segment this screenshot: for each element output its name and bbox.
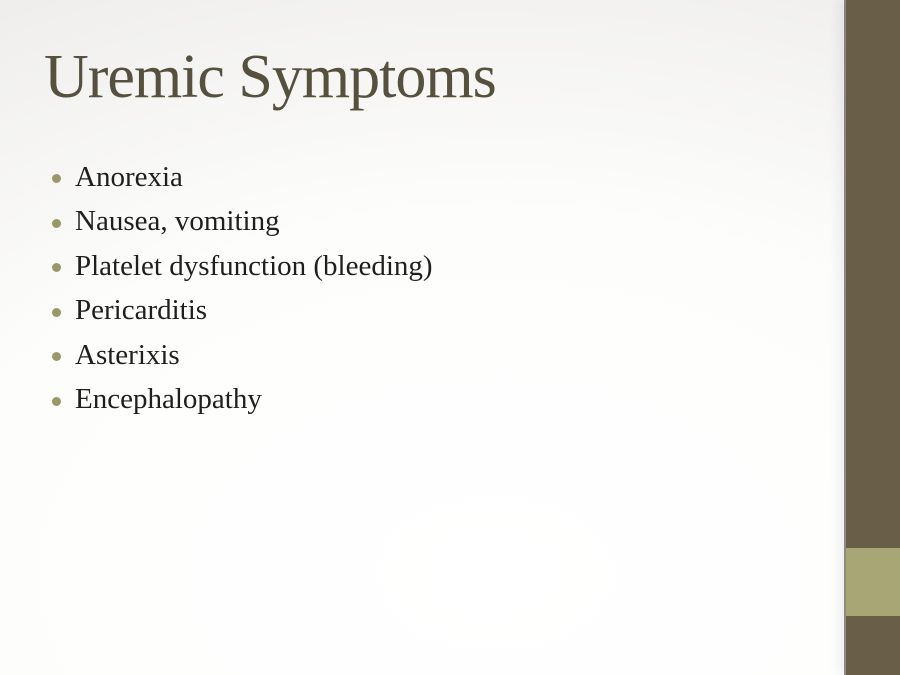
list-item bbox=[52, 289, 433, 334]
list-item bbox=[52, 155, 433, 200]
bullet-text: Asterixis bbox=[75, 338, 180, 371]
bullet-text: Platelet dysfunction (bleeding) bbox=[75, 249, 433, 282]
bullet-list bbox=[52, 155, 433, 422]
bullet-icon bbox=[52, 263, 61, 272]
bullet-text: Encephalopathy bbox=[75, 383, 262, 416]
bullet-icon bbox=[52, 219, 61, 228]
bullet-icon bbox=[52, 174, 61, 183]
slide-title: Uremic Symptoms bbox=[44, 43, 496, 111]
sidebar-decoration bbox=[846, 0, 900, 675]
list-item bbox=[52, 378, 433, 423]
bullet-icon bbox=[52, 352, 61, 361]
bullet-text: Pericarditis bbox=[75, 294, 208, 327]
bullet-icon bbox=[52, 397, 61, 406]
list-item bbox=[52, 333, 433, 378]
sidebar-accent-band bbox=[846, 548, 900, 616]
bullet-text: Anorexia bbox=[75, 160, 183, 193]
list-item bbox=[52, 244, 433, 289]
list-item bbox=[52, 200, 433, 245]
bullet-icon bbox=[52, 308, 61, 317]
bullet-text: Nausea, vomiting bbox=[75, 205, 280, 238]
